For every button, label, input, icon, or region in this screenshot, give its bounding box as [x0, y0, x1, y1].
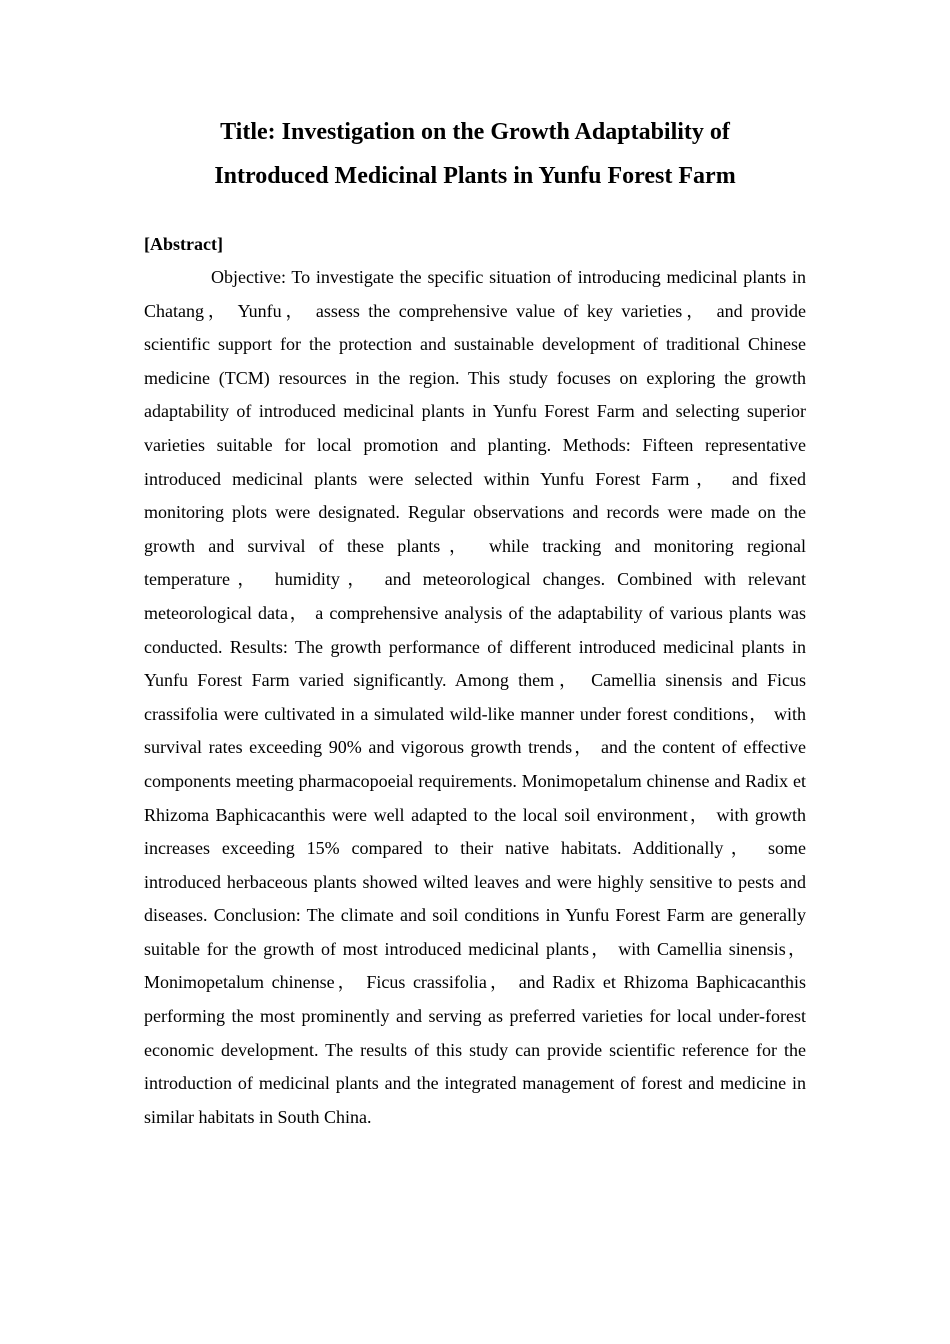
abstract-body: Objective: To investigate the specific situation of introducing medicinal plants in Chatang， Yunfu， assess the comprehensive value of key varieties， and provide scientific support for the protection and sustainable development of traditional Chinese medicine (TCM) resources in the region. This study focuses on exploring the growth adaptability of introduced medicinal plants in Yunfu Forest Farm and selecting superior varieties suitable for local promotion and planting. Methods: Fifteen representative introduced medicinal plants were selected within Yunfu Forest Farm， and fixed monitoring plots were designated. Regular observations and records were made on the growth and survival of these plants， while tracking and monitoring regional temperature， humidity， and meteorological changes. Combined with relevant meteorological data， a comprehensive analysis of the adaptability of various plants was conducted. Results: The growth performance of different introduced medicinal plants in Yunfu Forest Farm varied significantly. Among them， Camellia sinensis and Ficus crassifolia were cultivated in a simulated wild-like manner under forest conditions， with survival rates exceeding 90% and vigorous growth trends， and the content of effective components meeting pharmacopoeial requirements. Monimopetalum chinense and Radix et Rhizoma Baphicacanthis were well adapted to the local soil environment， with growth increases exceeding 15% compared to their native habitats. Additionally， some introduced herbaceous plants showed wilted leaves and were highly sensitive to pests and diseases. Conclusion: The climate and soil conditions in Yunfu Forest Farm are generally suitable for the growth of most introduced medicinal plants， with Camellia sinensis， Monimopetalum chinense， Ficus crassifolia， and Radix et Rhizoma Baphicacanthis performing the most prominently and serving as preferred varieties for local under-forest economic development. The results of this study can provide scientific reference for the introduction of medicinal plants and the integrated management of forest and medicine in similar habitats in South China. — [144, 267, 806, 1127]
paper-title — [144, 110, 806, 198]
title-line-1: Title: Investigation on the Growth Adaptability of — [220, 119, 730, 145]
paper-page — [144, 110, 806, 1134]
title-line-2: Introduced Medicinal Plants in Yunfu Forest Farm — [214, 163, 736, 189]
abstract-heading: [Abstract] — [144, 234, 223, 254]
